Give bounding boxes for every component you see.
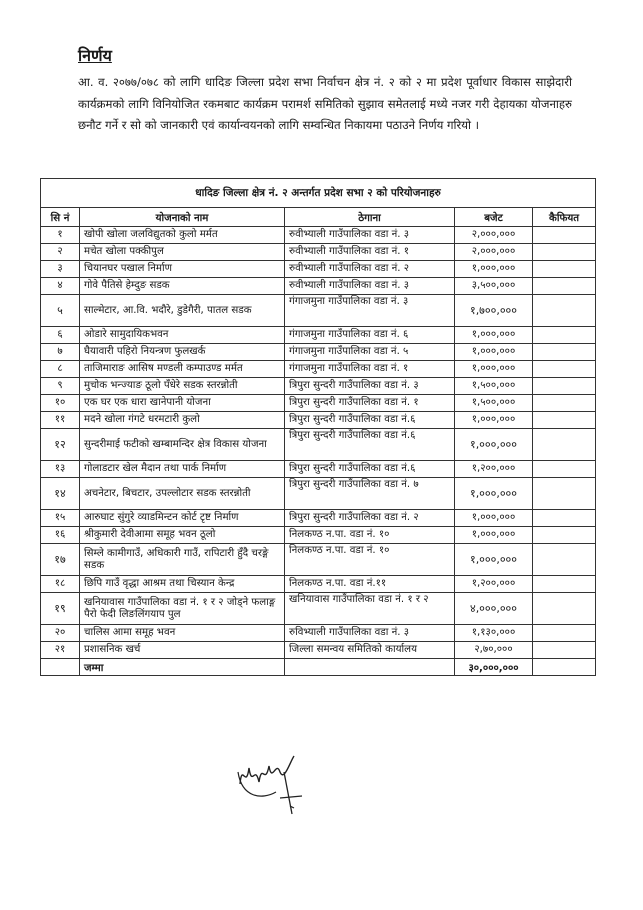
row-place: गंगाजमुना गाउँपालिका वडा नं. १ [285,361,455,378]
row-remarks [533,510,596,527]
row-sn: ८ [41,361,80,378]
row-project-name: प्रशासनिक खर्च [80,642,285,659]
table-row [41,510,596,527]
row-place: रुवीभ्याली गाउँपालिका वडा नं. २ [285,261,455,278]
row-budget: १,०००,००० [455,544,533,576]
row-budget: १,०००,००० [455,344,533,361]
row-place: त्रिपुरा सुन्दरी गाउँपालिका वडा नं. २ [285,510,455,527]
row-remarks [533,327,596,344]
row-budget: १,०००,००० [455,478,533,510]
row-place: रुविभ्याली गाउँपालिका वडा नं. ३ [285,625,455,642]
row-project-name: घैयावारी पहिरो नियन्त्रण फुलखर्क [80,344,285,361]
row-remarks [533,227,596,244]
table-row [41,642,596,659]
row-budget: २,०००,००० [455,244,533,261]
header-sn: सि नं [41,208,80,227]
row-sn: १९ [41,593,80,625]
table-row [41,244,596,261]
row-remarks [533,461,596,478]
row-remarks [533,295,596,327]
table-row [41,593,596,625]
row-budget: १,०००,००० [455,527,533,544]
row-sn: ४ [41,278,80,295]
row-project-name: अचनेटार, बिचटार, उपल्लोटार सडक स्तरन्नोती [80,478,285,510]
row-project-name: ताजिमाराङ आसिष मण्डली कम्पाउण्ड मर्मत [80,361,285,378]
row-sn: १२ [41,429,80,461]
row-sn: १ [41,227,80,244]
row-remarks [533,361,596,378]
row-remarks [533,527,596,544]
header-budget: बजेट [455,208,533,227]
row-place: त्रिपुरा सुन्दरी गाउँपालिका वडा नं.६ [285,461,455,478]
total-label: जम्मा [80,659,285,676]
row-remarks [533,395,596,412]
table-title: धादिङ जिल्ला क्षेत्र नं. २ अन्तर्गत प्रदेश सभा २ को परियोजनाहरु [41,179,596,208]
row-budget: १,०००,००० [455,327,533,344]
row-sn: १० [41,395,80,412]
row-place: निलकण्ठ न.पा. वडा नं.११ [285,576,455,593]
row-budget: १,१३०,००० [455,625,533,642]
row-place: जिल्ला समन्वय समितिको कार्यालय [285,642,455,659]
row-place: रुवीभ्याली गाउँपालिका वडा नं. ३ [285,278,455,295]
signature [232,742,322,822]
table-row [41,478,596,510]
row-project-name: गोलाडटार खेल मैदान तथा पार्क निर्माण [80,461,285,478]
row-budget: १,७००,००० [455,295,533,327]
row-sn: २० [41,625,80,642]
total-value: ३०,०००,००० [455,659,533,676]
row-place: त्रिपुरा सुन्दरी गाउँपालिका वडा नं. ३ [285,378,455,395]
row-remarks [533,244,596,261]
row-sn: १४ [41,478,80,510]
row-budget: १,०००,००० [455,361,533,378]
row-remarks [533,642,596,659]
row-place: गंगाजमुना गाउँपालिका वडा नं. ३ [285,295,455,327]
table-body [41,227,596,659]
row-project-name: आरुघाट सुंगुरे व्याडमिन्टन कोर्ट टृष्ट निर्माण [80,510,285,527]
row-project-name: ओडारे सामुदायिकभवन [80,327,285,344]
row-project-name: सिम्ले कामीगाउँ, अधिकारी गाउँ, रापिटारी हुँदै चरङ्गे सडक [80,544,285,576]
total-place-cell [285,659,455,676]
table-row [41,227,596,244]
row-sn: १६ [41,527,80,544]
row-project-name: चालिस आमा समूह भवन [80,625,285,642]
table-row [41,327,596,344]
table-row [41,576,596,593]
row-sn: ९ [41,378,80,395]
table-row [41,625,596,642]
table-row [41,278,596,295]
table-row [41,344,596,361]
row-project-name: सुन्दरीमाई फटीको खम्बामन्दिर क्षेत्र विकास योजना [80,429,285,461]
row-sn: १५ [41,510,80,527]
row-budget: १,२००,००० [455,461,533,478]
row-remarks [533,478,596,510]
total-row [41,659,596,676]
row-sn: ११ [41,412,80,429]
row-sn: २ [41,244,80,261]
row-place: गंगाजमुना गाउँपालिका वडा नं. ५ [285,344,455,361]
row-sn: २१ [41,642,80,659]
table-row [41,527,596,544]
table-row [41,378,596,395]
table-row [41,361,596,378]
row-remarks [533,576,596,593]
row-sn: ५ [41,295,80,327]
row-sn: ७ [41,344,80,361]
decision-paragraph: आ. व. २०७७/०७८ को लागि धादिङ जिल्ला प्रदेश सभा निर्वाचन क्षेत्र नं. २ को २ मा प्रदेश पूर्वाधार विकास साझेदारी कार्यक्रमको लागि विनियोजित रकमबाट कार्यक्रम परामर्श समितिको सुझाव समेतलाई मध्ये नजर गरी देहायका योजनाहरु छनौट गर्ने र सो को जानकारी एवं कार्यान्वयनको लागि सम्वन्धित निकायमा पठाउने निर्णय गरियो । [78,75,572,132]
row-place: निलकण्ठ न.पा. वडा नं. १० [285,527,455,544]
table-row [41,261,596,278]
row-place: रुवीभ्याली गाउँपालिका वडा नं. १ [285,244,455,261]
total-sn-cell [41,659,80,676]
row-sn: १३ [41,461,80,478]
row-remarks [533,412,596,429]
table-row [41,429,596,461]
header-remarks: कैफियत [533,208,596,227]
row-project-name: खोपी खोला जलविद्युतको कुलो मर्मत [80,227,285,244]
row-remarks [533,593,596,625]
row-remarks [533,544,596,576]
row-project-name: मचेत खोला पक्कीपुल [80,244,285,261]
row-budget: १,०००,००० [455,412,533,429]
row-sn: १८ [41,576,80,593]
row-budget: २,७०,००० [455,642,533,659]
row-remarks [533,278,596,295]
row-remarks [533,344,596,361]
row-place: गंगाजमुना गाउँपालिका वडा नं. ६ [285,327,455,344]
row-place: त्रिपुरा सुन्दरी गाउँपालिका वडा नं.६ [285,412,455,429]
header-place: ठेगाना [285,208,455,227]
row-budget: १,५००,००० [455,378,533,395]
row-project-name: चियानघर पखाल निर्माण [80,261,285,278]
row-budget: १,५००,००० [455,395,533,412]
row-project-name: साल्मेटार, आ.वि. भदौरे, डुडेगैरी, पातल सडक [80,295,285,327]
row-project-name: श्रीकुमारी देवीआमा समूह भवन ठूलो [80,527,285,544]
total-remarks-cell [533,659,596,676]
row-project-name: खनियावास गाउँपालिका वडा नं. १ र २ जोड्ने फलाङ्ग पैरो फेदी लिङलिंगयाप पुल [80,593,285,625]
row-budget: १,०००,००० [455,261,533,278]
table-row [41,544,596,576]
decision-heading: निर्णय [78,46,112,65]
row-place: त्रिपुरा सुन्दरी गाउँपालिका वडा नं. १ [285,395,455,412]
row-budget: ४,०००,००० [455,593,533,625]
row-budget: १,२००,००० [455,576,533,593]
table-row [41,395,596,412]
row-place: निलकण्ठ न.पा. वडा नं. १० [285,544,455,576]
row-budget: ३,५००,००० [455,278,533,295]
row-remarks [533,625,596,642]
row-budget: १,०००,००० [455,510,533,527]
row-remarks [533,261,596,278]
row-place: रुवीभ्याली गाउँपालिका वडा नं. ३ [285,227,455,244]
row-remarks [533,378,596,395]
projects-table [40,178,596,676]
table-row [41,461,596,478]
row-remarks [533,429,596,461]
row-project-name: छिपि गाउँ वृद्धा आश्रम तथा चिस्यान केन्द्र [80,576,285,593]
row-sn: ६ [41,327,80,344]
row-place: त्रिपुरा सुन्दरी गाउँपालिका वडा नं.६ [285,429,455,461]
row-project-name: एक घर एक धारा खानेपानी योजना [80,395,285,412]
table-row [41,412,596,429]
table-row [41,295,596,327]
row-project-name: मुचोक भन्ज्याङ ठूलो पँधेरे सडक स्तरन्नोती [80,378,285,395]
row-place: त्रिपुरा सुन्दरी गाउँपालिका वडा नं. ७ [285,478,455,510]
row-budget: २,०००,००० [455,227,533,244]
header-project-name: योजनाको नाम [80,208,285,227]
row-budget: १,०००,००० [455,429,533,461]
row-project-name: गोवे पैतिसे हेम्दुङ सडक [80,278,285,295]
row-sn: ३ [41,261,80,278]
row-place: खनियावास गाउँपालिका वडा नं. १ र २ [285,593,455,625]
row-sn: १७ [41,544,80,576]
row-project-name: मदने खोला गंगटे धरमटारी कुलो [80,412,285,429]
